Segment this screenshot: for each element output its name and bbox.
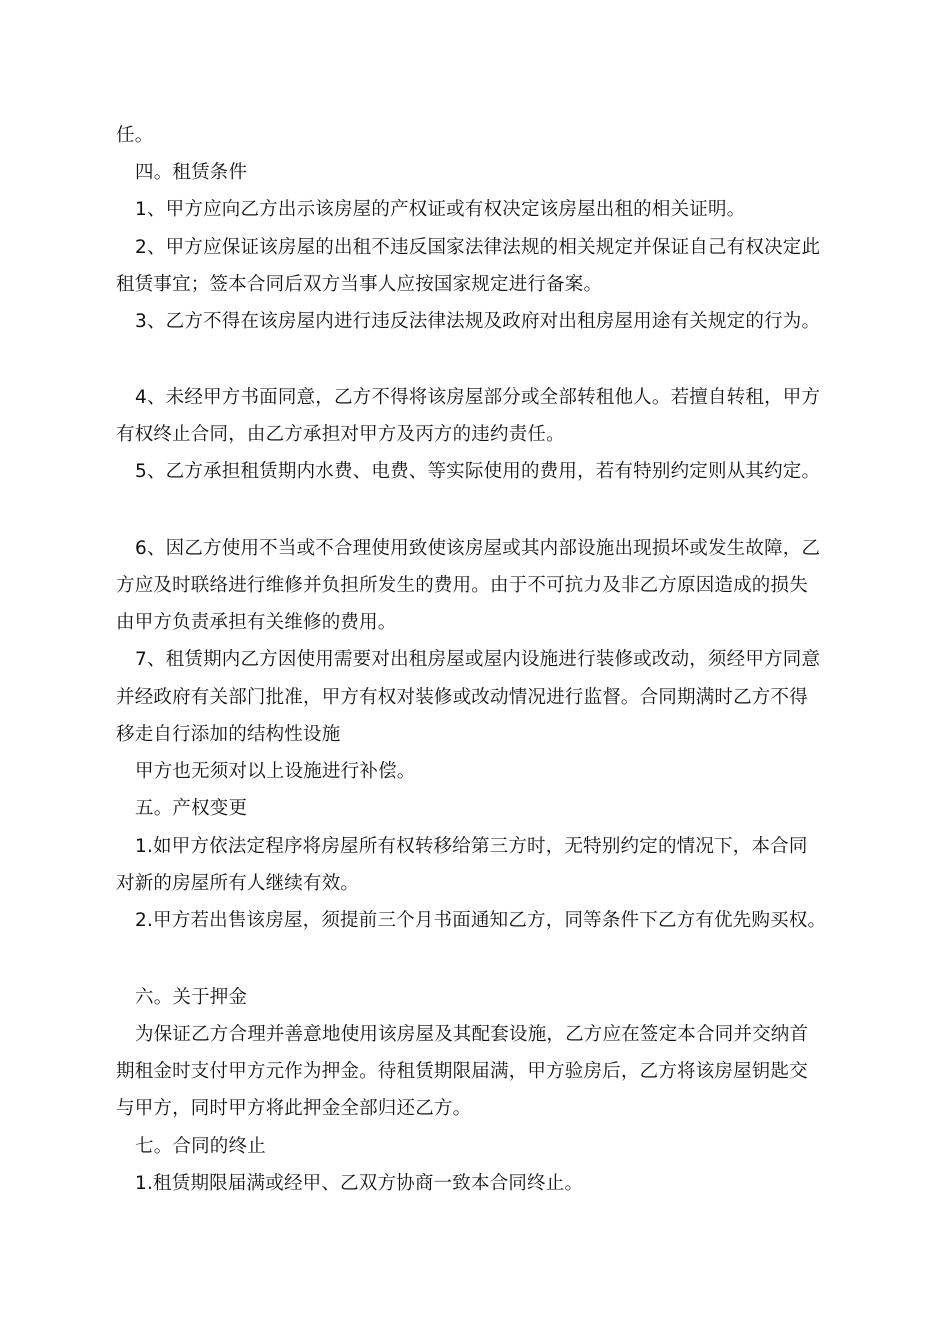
clause-5-1: 1.如甲方依法定程序将房屋所有权转移给第三方时，无特别约定的情况下，本合同: [135, 836, 808, 857]
clause-4-7: 7、租赁期内乙方因使用需要对出租房屋或屋内设施进行装修或改动，须经甲方同意: [135, 649, 821, 670]
section-heading-termination: 七。合同的终止: [135, 1136, 266, 1157]
clause-4-1: 1、甲方应向乙方出示该房屋的产权证或有权决定该房屋出租的相关证明。: [135, 199, 746, 220]
section-heading-lease-conditions: 四。租赁条件: [135, 162, 248, 183]
clause-4-5: 5、乙方承担租赁期内水费、电费、等实际使用的费用，若有特别约定则从其约定。: [135, 461, 821, 482]
section-heading-property-change: 五。产权变更: [135, 798, 248, 819]
clause-6-body-continued: 与甲方，同时甲方将此押金全部归还乙方。: [116, 1098, 472, 1119]
clause-5-1-continued: 对新的房屋所有人继续有效。: [116, 873, 360, 894]
clause-4-6-continued: 由甲方负责承担有关维修的费用。: [116, 612, 397, 633]
clause-4-7-note: 甲方也无须对以上设施进行补偿。: [135, 761, 416, 782]
clause-4-4: 4、未经甲方书面同意，乙方不得将该房屋部分或全部转租他人。若擅自转租，甲方: [135, 387, 821, 408]
clause-6-body-continued: 期租金时支付甲方元作为押金。待租赁期限届满，甲方验房后，乙方将该房屋钥匙交: [116, 1061, 808, 1082]
clause-4-2: 2、甲方应保证该房屋的出租不违反国家法律法规的相关规定并保证自己有权决定此: [135, 237, 821, 258]
clause-4-4-continued: 有权终止合同，由乙方承担对甲方及丙方的违约责任。: [116, 424, 565, 445]
clause-4-6: 6、因乙方使用不当或不合理使用致使该房屋或其内部设施出现损坏或发生故障，乙: [135, 538, 821, 559]
clause-5-2: 2.甲方若出售该房屋，须提前三个月书面通知乙方，同等条件下乙方有优先购买权。: [135, 910, 827, 931]
clause-4-3: 3、乙方不得在该房屋内进行违反法律法规及政府对出租房屋用途有关规定的行为。: [135, 311, 821, 332]
clause-7-1: 1.租赁期限届满或经甲、乙双方协商一致本合同终止。: [135, 1173, 584, 1194]
text-line-continuation: 任。: [116, 125, 154, 146]
section-heading-deposit: 六。关于押金: [135, 987, 248, 1008]
clause-4-7-continued: 并经政府有关部门批准，甲方有权对装修或改动情况进行监督。合同期满时乙方不得: [116, 687, 808, 708]
clause-4-2-continued: 租赁事宜；签本合同后双方当事人应按国家规定进行备案。: [116, 274, 603, 295]
clause-4-6-continued: 方应及时联络进行维修并负担所发生的费用。由于不可抗力及非乙方原因造成的损失: [116, 575, 808, 596]
clause-6-body: 为保证乙方合理并善意地使用该房屋及其配套设施，乙方应在签定本合同并交纳首: [135, 1024, 809, 1045]
clause-4-7-continued: 移走自行添加的结构性设施: [116, 724, 341, 745]
